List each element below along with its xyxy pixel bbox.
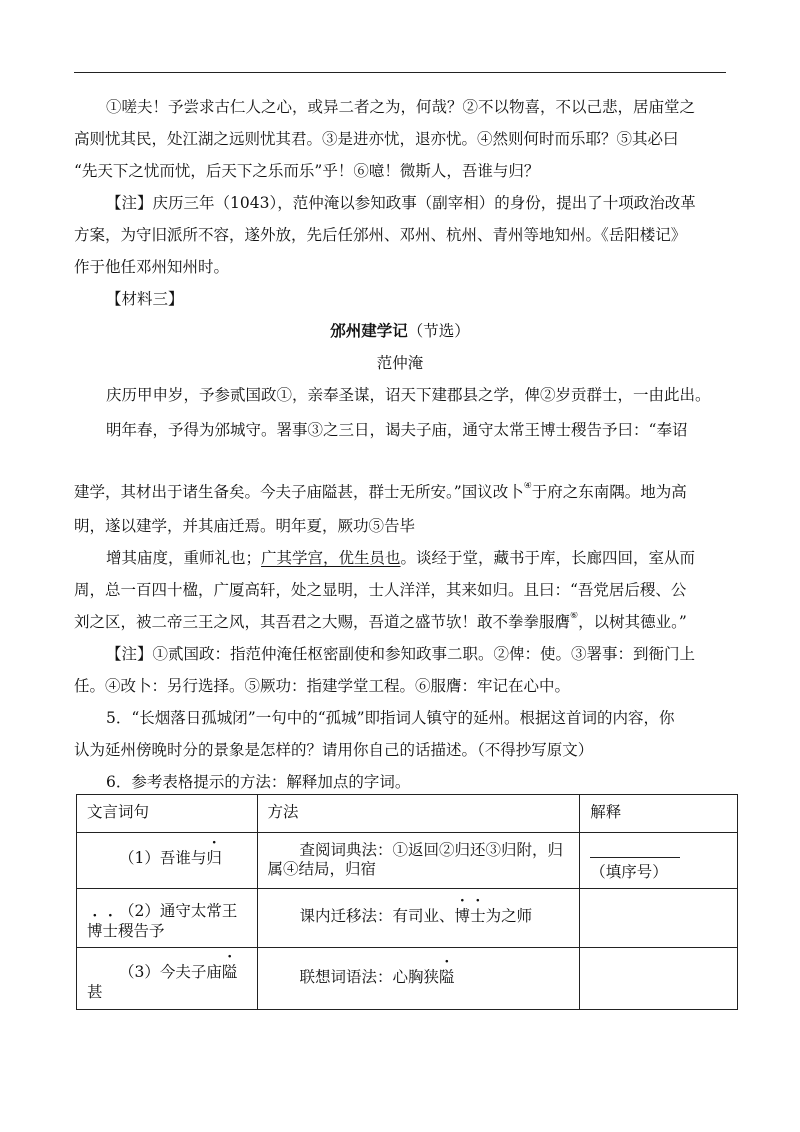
question-5-cont: 认为延州傍晚时分的景象是怎样的？请用你自己的话描述。（不得抄写原文） [74, 741, 594, 759]
dotted-char: 博 [454, 907, 471, 925]
table-row [77, 889, 738, 948]
article-title-text: 邠州建学记 [330, 321, 408, 340]
table-header-row [77, 795, 738, 833]
note-line: 作于他任邓州知州时。 [74, 258, 230, 276]
table-cell [257, 889, 580, 948]
text-line [74, 482, 726, 502]
text-span: 甚，群士无所安。”国议改卜 [337, 483, 524, 501]
text-span: （2）通守太常王 [119, 902, 238, 920]
answer-cell[interactable] [580, 833, 738, 889]
method-table [76, 794, 738, 1010]
text-line [74, 548, 726, 568]
table-cell [77, 948, 258, 1010]
table-row [77, 833, 738, 889]
table-header-cell: 方法 [257, 795, 580, 833]
answer-blank[interactable] [590, 841, 680, 858]
text-span: （3）今夫子庙 [119, 963, 222, 981]
dotted-char: 士 [555, 421, 572, 439]
text-line: 高则忧其民，处江湖之远则忧其君。③是进亦忧，退亦忧。④然则何时而乐耶？⑤其必曰 [74, 130, 679, 148]
text-line: “先天下之忧而忧，后天下之乐而乐”乎！⑥噫！微斯人，吾谁与归？ [74, 162, 540, 180]
dotted-char: 隘 [439, 968, 455, 986]
footnote-mark: ⑥ [570, 612, 579, 621]
text-span: 稷告予 [118, 922, 165, 940]
note-line: 任。④改卜：另行选择。⑤厥功：指建学堂工程。⑥服膺：牢记在心中。 [74, 677, 571, 695]
note-line: 【注】庆历三年（1043），范仲淹以参知政事（副宰相）的身份，提出了十项政治改革 [106, 194, 696, 212]
text-span: 刘之区，被二帝三王之风，其吾君之大赐，吾道之盛节欤！敢不拳拳服膺 [74, 613, 571, 631]
text-line [74, 612, 726, 632]
text-span: （1）吾谁与 [119, 849, 207, 867]
note-line: 【注】①贰国政：指范仲淹任枢密副使和参知政事二职。②俾：使。③署事：到衙门上 [106, 645, 696, 663]
question-5: 5．“长烟落日孤城闭”一句中的“孤城”即指词人镇守的延州。根据这首词的内容，你 [106, 709, 675, 727]
article-author: 范仲淹 [376, 354, 424, 372]
footnote-mark: ④ [523, 482, 532, 491]
text-span: 于府之东南隅。地为高 [531, 483, 687, 501]
text-span: 稷告予曰：“奉诏 [571, 421, 688, 439]
text-span: 甚 [87, 983, 103, 1001]
dotted-char: 博 [87, 922, 103, 940]
article-title [74, 321, 726, 341]
text-line: 庆历甲申岁，予参贰国政①，亲奉圣谋，诏天下建郡县之学，俾②岁贡群士，一由此出。 [106, 386, 711, 404]
article-title-note: （节选） [407, 322, 470, 340]
fill-hint: （填序号） [590, 863, 668, 881]
underlined-phrase: 广其学宫，优生员也 [261, 549, 401, 567]
dotted-char: 士 [102, 922, 119, 940]
text-span: 明年春，予得为邠城守。署事③之三日，谒夫子庙，通守太常王 [106, 421, 541, 439]
dotted-char: 归 [206, 849, 222, 867]
note-line: 方案，为守旧派所不容，遂外放，先后任邠州、邓州、杭州、青州等地知州。《岳阳楼记》 [74, 226, 687, 244]
text-line [74, 420, 726, 440]
text-span: 为之师 [485, 907, 533, 925]
question-6: 6．参考表格提示的方法：解释加点的字词。 [106, 773, 411, 791]
text-span: ，以树其德业。” [578, 613, 687, 631]
dotted-char: 博 [540, 421, 556, 439]
text-line: ①嗟夫！予尝求古仁人之心，或异二者之为，何哉？②不以物喜，不以己悲，居庙堂之 [106, 98, 696, 116]
dotted-char: 隘 [221, 963, 238, 981]
answer-cell[interactable] [580, 948, 738, 1010]
section-heading: 【材料三】 [106, 290, 184, 308]
text-span: 联想词语法：心胸狭 [299, 968, 440, 986]
header-rule [74, 72, 726, 73]
dotted-char: 士 [470, 907, 486, 925]
text-span: 课内迁移法：有司业、 [299, 907, 455, 925]
text-line: 明，遂以建学，并其庙迁焉。明年夏，厥功⑤告毕 [74, 517, 416, 535]
table-cell [257, 948, 580, 1010]
answer-cell[interactable] [580, 889, 738, 948]
table-header-cell: 解释 [580, 795, 738, 833]
method-text: 查阅词典法：①返回②归还③归附，归 [299, 841, 564, 859]
text-span: 。谈经于堂，藏书于库，长廊四回，室从而 [400, 549, 696, 567]
text-span: 建学，其材出于诸生备矣。今夫子庙 [74, 483, 323, 501]
table-cell [257, 833, 580, 889]
text-line: 周，总一百四十楹，广厦高轩，处之显明，士人洋洋，其来如归。且曰：“吾党居后稷、公 [74, 581, 687, 599]
table-header-cell: 文言词句 [77, 795, 258, 833]
dotted-char: 隘 [322, 483, 338, 501]
method-text: 属④结局，归宿 [267, 860, 377, 878]
table-cell [77, 889, 258, 948]
table-cell [77, 833, 258, 889]
table-row [77, 948, 738, 1010]
text-span: 增其庙度，重师礼也； [106, 549, 262, 567]
